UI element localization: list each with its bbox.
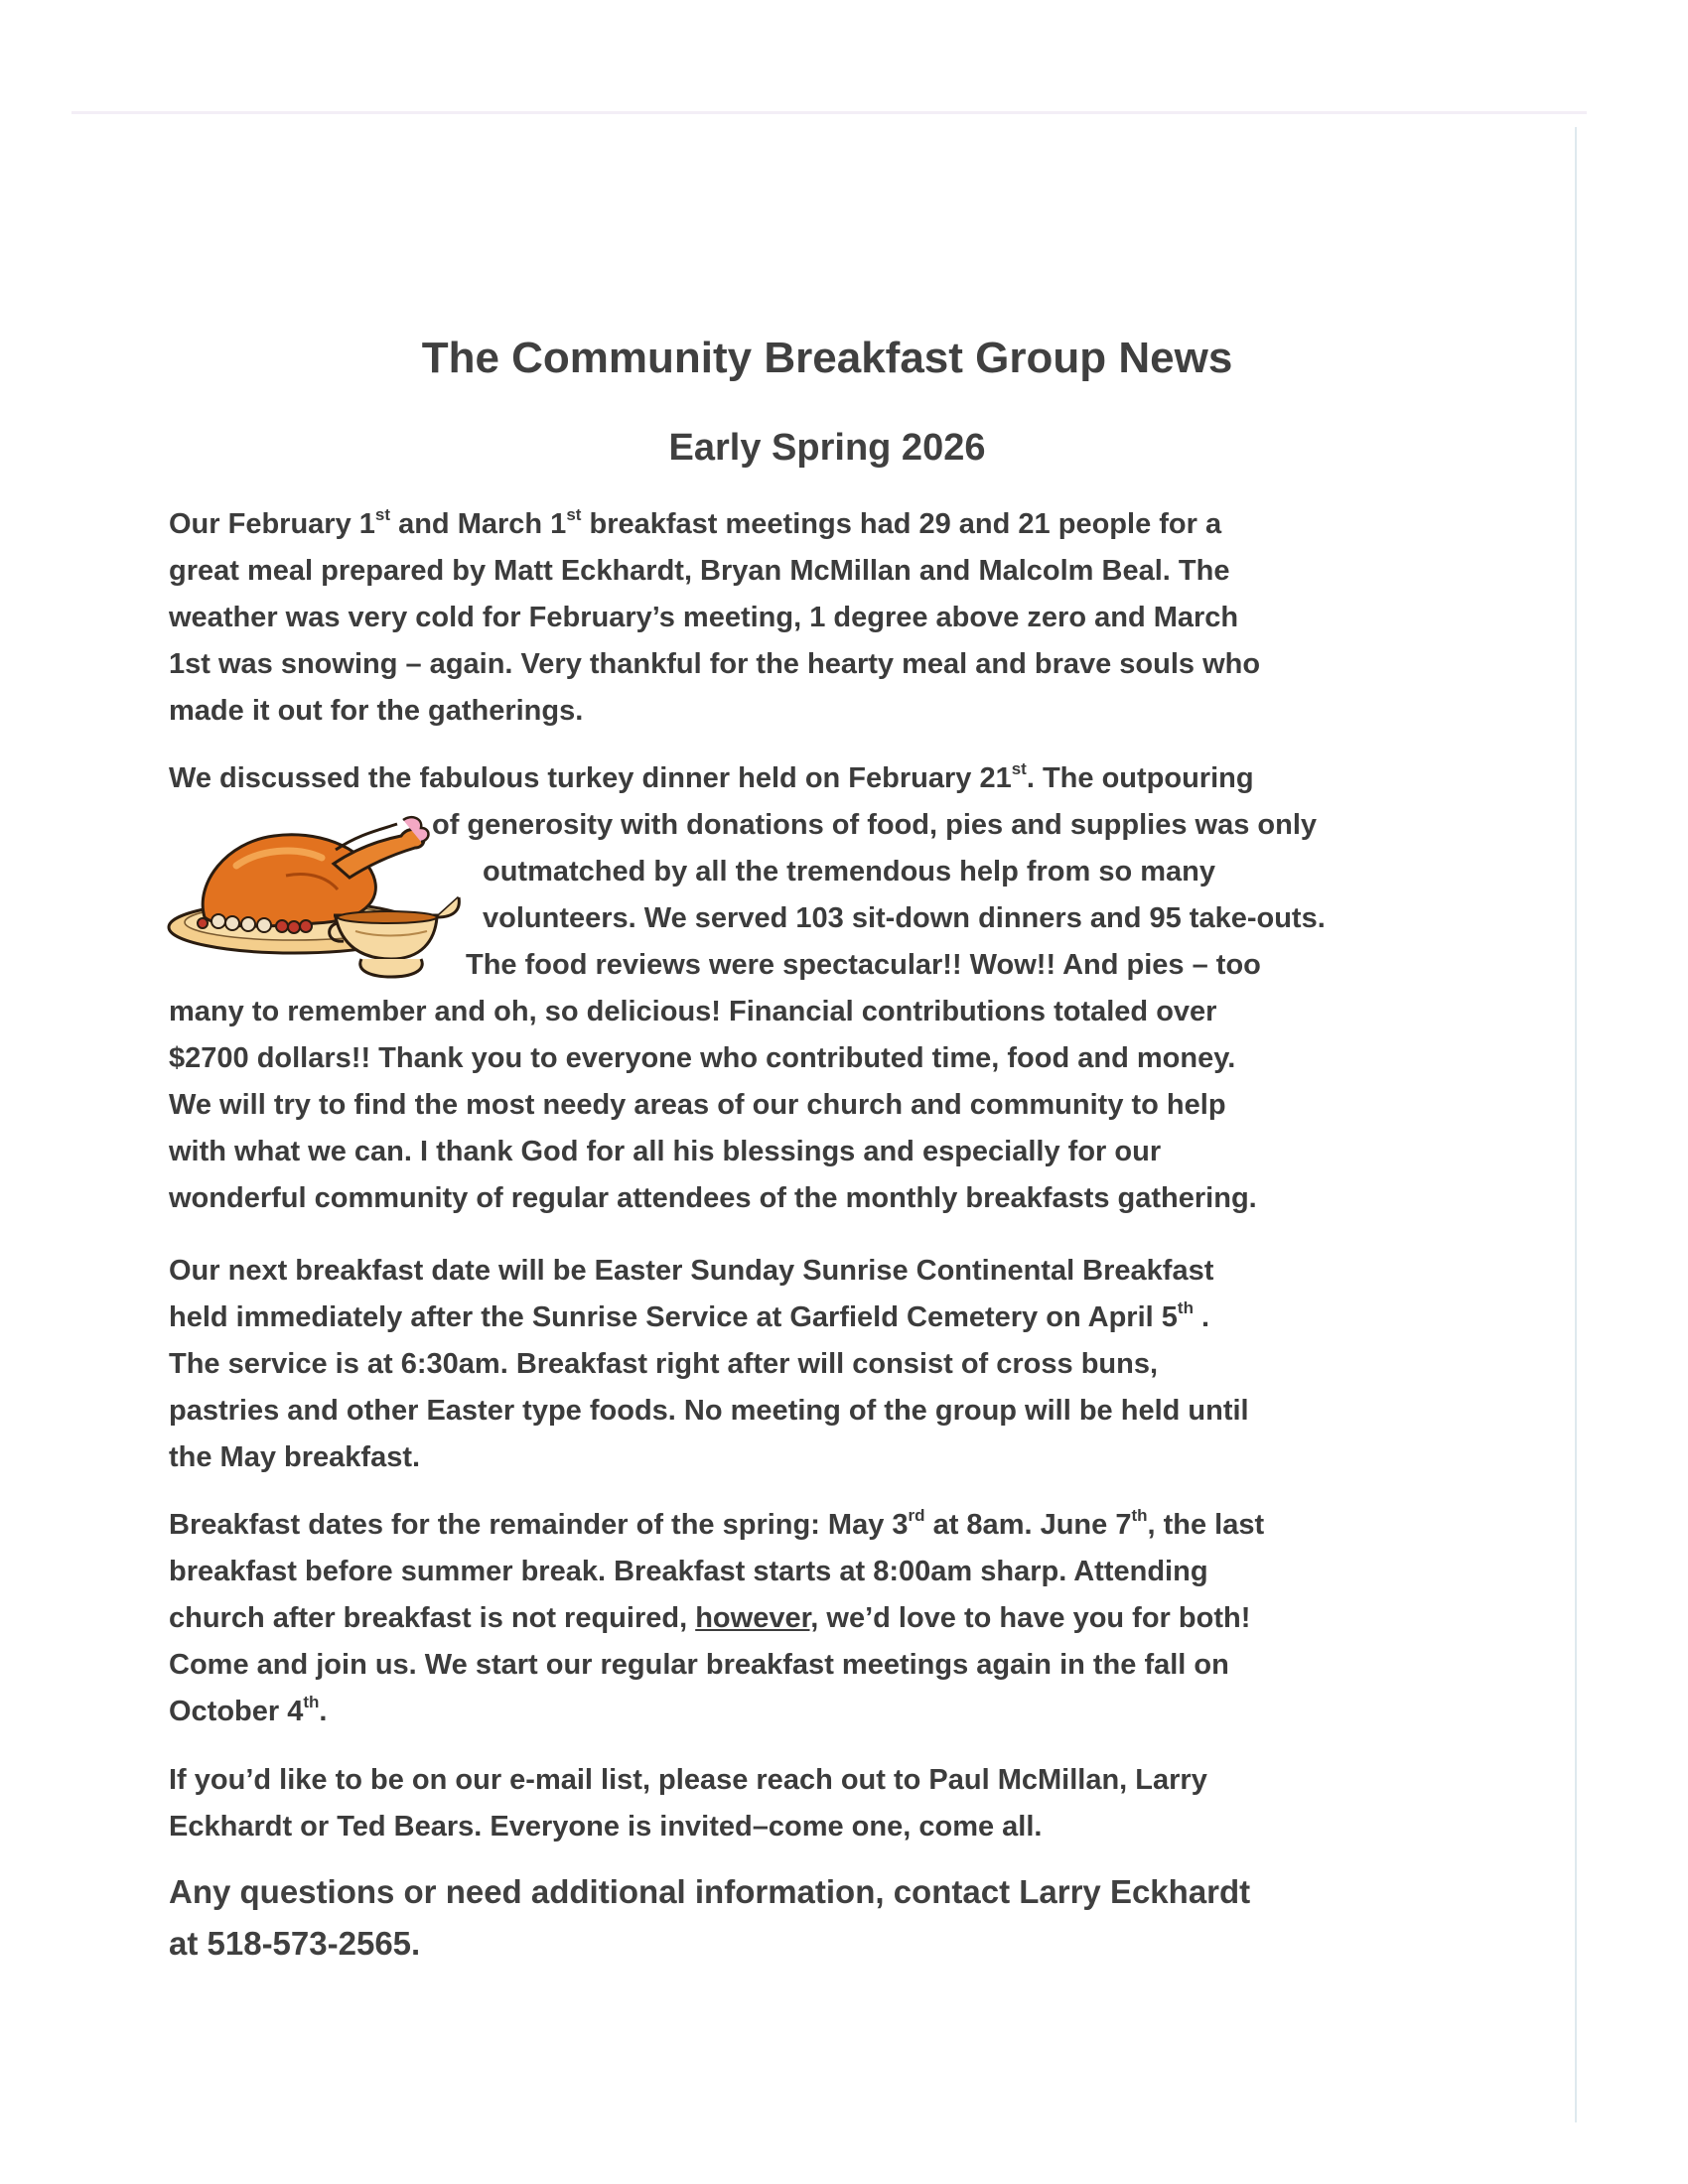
text-line: many to remember and oh, so delicious! Financial contributions totaled over — [169, 996, 1217, 1027]
text-line: great meal prepared by Matt Eckhardt, Bryan McMillan and Malcolm Beal. The — [169, 555, 1230, 587]
text-line: held immediately after the Sunrise Service at Garfield Cemetery on April 5th . — [169, 1298, 1210, 1333]
paragraph-spring-dates — [169, 1502, 1489, 1735]
text-line: Breakfast dates for the remainder of the spring: May 3rd at 8am. June 7th, the last — [169, 1506, 1265, 1541]
text-line: Eckhardt or Ted Bears. Everyone is invited–come one, come all. — [169, 1811, 1043, 1843]
text-line: made it out for the gatherings. — [169, 695, 584, 727]
roast-turkey-icon — [167, 806, 465, 985]
newsletter-subtitle: Early Spring 2026 — [668, 427, 986, 469]
text-line: Our next breakfast date will be Easter Sunday Sunrise Continental Breakfast — [169, 1255, 1214, 1287]
text-line: We discussed the fabulous turkey dinner held on February 21st. The outpouring — [169, 759, 1254, 794]
text-line: of generosity with donations of food, pies and supplies was only — [432, 809, 1318, 841]
paragraph-easter-breakfast — [169, 1248, 1489, 1481]
paragraph-meetings-recap — [169, 501, 1489, 735]
text-line: the May breakfast. — [169, 1441, 421, 1473]
text-line: volunteers. We served 103 sit-down dinners and 95 take-outs. — [483, 902, 1326, 934]
text-line: $2700 dollars!! Thank you to everyone who contributed time, food and money. — [169, 1042, 1236, 1074]
text-line: We will try to find the most needy areas of our church and community to help — [169, 1089, 1226, 1121]
text-line: with what we can. I thank God for all his blessings and especially for our — [169, 1136, 1162, 1167]
text-line: October 4th. — [169, 1693, 328, 1727]
text-line: Come and join us. We start our regular breakfast meetings again in the fall on — [169, 1649, 1229, 1681]
contact-info — [169, 1866, 1489, 1970]
paragraph-email-list — [169, 1757, 1489, 1850]
text-line: 1st was snowing – again. Very thankful for the hearty meal and brave souls who — [169, 648, 1261, 680]
text-line: If you’d like to be on our e-mail list, please reach out to Paul McMillan, Larry — [169, 1764, 1207, 1796]
text-line: weather was very cold for February’s meeting, 1 degree above zero and March — [169, 602, 1239, 633]
text-line: The food reviews were spectacular!! Wow!! And pies – too — [466, 949, 1261, 981]
text-line: pastries and other Easter type foods. No meeting of the group will be held until — [169, 1395, 1249, 1427]
text-line: church after breakfast is not required, however, we’d love to have you for both! — [169, 1602, 1251, 1634]
text-line: wonderful community of regular attendees of the monthly breakfasts gathering. — [169, 1182, 1257, 1214]
underlined-however: however, — [695, 1602, 819, 1634]
text-line: The service is at 6:30am. Breakfast right after will consist of cross buns, — [169, 1348, 1159, 1380]
text-line: breakfast before summer break. Breakfast starts at 8:00am sharp. Attending — [169, 1556, 1208, 1587]
contact-phone-line: at 518-573-2565. — [169, 1925, 421, 1962]
newsletter-title: The Community Breakfast Group News — [421, 334, 1233, 382]
text-line: outmatched by all the tremendous help from so many — [483, 856, 1216, 887]
text-line: Any questions or need additional information, contact Larry Eckhardt — [169, 1873, 1251, 1910]
text-line: Our February 1st and March 1st breakfast meetings had 29 and 21 people for a — [169, 505, 1222, 540]
